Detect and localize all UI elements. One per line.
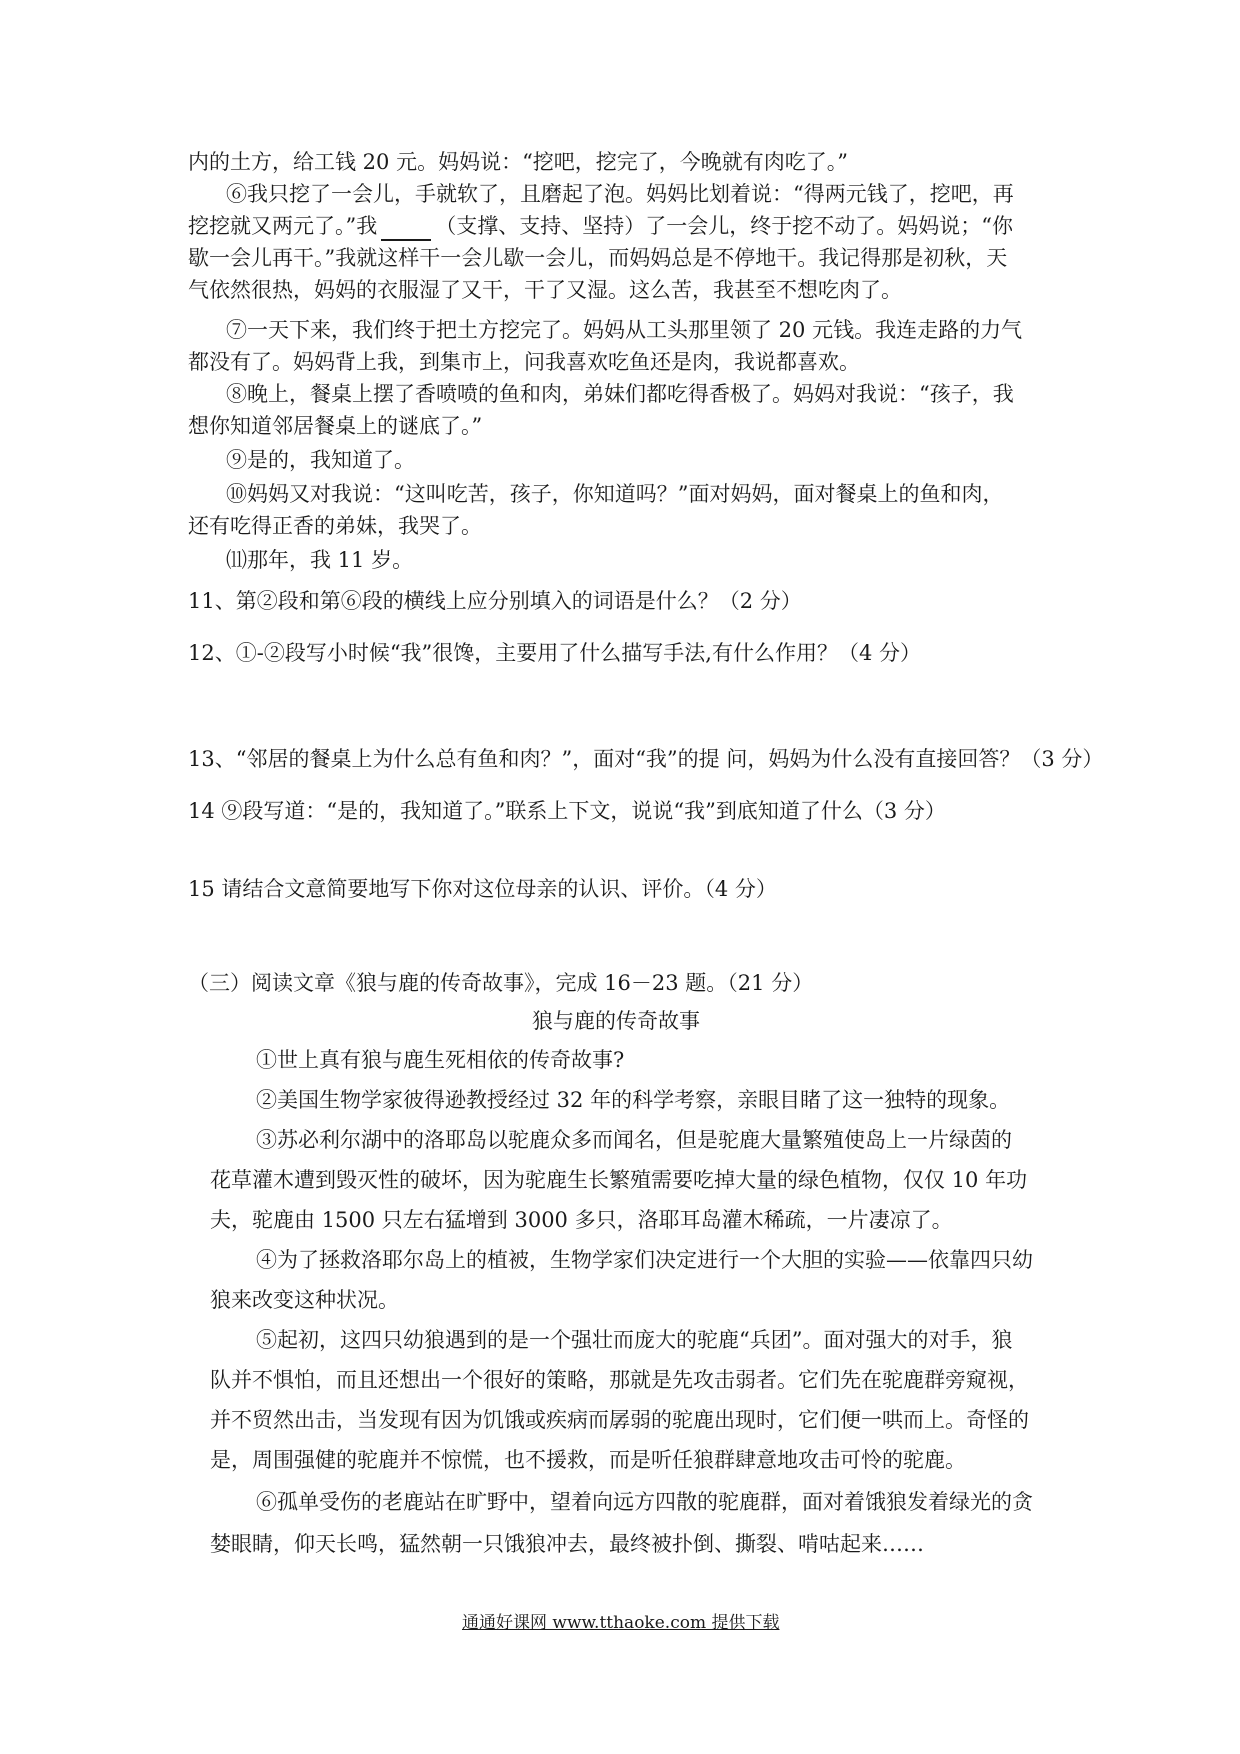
article-p5-line4: 是，周围强健的驼鹿并不惊慌，也不援救，而是听任狼群肆意地攻击可怜的驼鹿。 (210, 1448, 966, 1472)
article-p6-line2: 婪眼睛，仰天长鸣，猛然朝一只饿狼冲去，最终被扑倒、撕裂、啃咕起来…… (210, 1532, 924, 1556)
question-11: 11、第②段和第⑥段的横线上应分别填入的词语是什么？（2 分） (188, 589, 802, 613)
story-p6-line1: ⑥我只挖了一会儿，手就软了，且磨起了泡。妈妈比划着说：“得两元钱了，挖吧，再 (226, 182, 1014, 206)
story-p6-line4: 气依然很热，妈妈的衣服湿了又干，干了又湿。这么苦，我甚至不想吃肉了。 (188, 278, 902, 302)
question-14: 14 ⑨段写道：“是的，我知道了。”联系上下文，说说“我”到底知道了什么（3 分） (188, 799, 946, 823)
story-p9: ⑨是的，我知道了。 (226, 448, 415, 472)
article-p3-line1: ③苏必利尔湖中的洛耶岛以驼鹿众多而闻名，但是驼鹿大量繁殖使岛上一片绿茵的 (256, 1128, 1012, 1152)
story-p6-line3: 歇一会儿再干。”我就这样干一会儿歇一会儿，而妈妈总是不停地干。我记得那是初秋，天 (188, 246, 1008, 270)
article-p5-line2: 队并不惧怕，而且还想出一个很好的策略，那就是先攻击弱者。它们先在驼鹿群旁窥视， (210, 1368, 1029, 1392)
story-p10-line2: 还有吃得正香的弟妹，我哭了。 (188, 514, 482, 538)
story-p5-tail: 内的土方，给工钱 20 元。妈妈说：“挖吧，挖完了，今晚就有肉吃了。” (188, 150, 849, 174)
story-p7-line1: ⑦一天下来，我们终于把土方挖完了。妈妈从工头那里领了 20 元钱。我连走路的力气 (226, 318, 1023, 342)
fill-blank-line (381, 217, 431, 241)
question-15: 15 请结合文意简要地写下你对这位母亲的认识、评价。（4 分） (188, 877, 777, 901)
article-p4-line2: 狼来改变这种状况。 (210, 1288, 399, 1312)
story-p10-line1: ⑩妈妈又对我说：“这叫吃苦，孩子，你知道吗？”面对妈妈，面对餐桌上的鱼和肉， (226, 482, 1004, 506)
story-p8-line2: 想你知道邻居餐桌上的谜底了。” (188, 414, 483, 438)
story-p11: ⑾那年，我 11 岁。 (226, 548, 414, 572)
question-13: 13、“邻居的餐桌上为什么总有鱼和肉？”，面对“我”的提 问，妈妈为什么没有直接回答？（3 分） (188, 747, 1104, 771)
article-p4-line1: ④为了拯救洛耶尔岛上的植被，生物学家们决定进行一个大胆的实验——依靠四只幼 (256, 1248, 1033, 1272)
section3-intro: （三）阅读文章《狼与鹿的传奇故事》，完成 16－23 题。（21 分） (188, 971, 814, 995)
footer-download-credit[interactable]: 通通好课网 www.tthaoke.com 提供下载 (462, 1613, 780, 1633)
story-p6-line2 (188, 211, 1013, 241)
article-p1: ①世上真有狼与鹿生死相依的传奇故事? (256, 1048, 625, 1072)
article-title: 狼与鹿的传奇故事 (532, 1009, 700, 1033)
story-p6-line2-start: 挖挖就又两元了。”我 (188, 214, 378, 238)
article-p5-line1: ⑤起初，这四只幼狼遇到的是一个强壮而庞大的驼鹿“兵团”。面对强大的对手，狼 (256, 1328, 1013, 1352)
article-p5-line3: 并不贸然出击，当发现有因为饥饿或疾病而孱弱的驼鹿出现时，它们便一哄而上。奇怪的 (210, 1408, 1029, 1432)
article-p3-line2: 花草灌木遭到毁灭性的破坏，因为驼鹿生长繁殖需要吃掉大量的绿色植物，仅仅 10 年功 (210, 1168, 1028, 1192)
article-p6-line1: ⑥孤单受伤的老鹿站在旷野中，望着向远方四散的驼鹿群，面对着饿狼发着绿光的贪 (256, 1490, 1033, 1514)
article-p3-line3: 夫，驼鹿由 1500 只左右猛增到 3000 多只，洛耶耳岛灌木稀疏，一片凄凉了。 (210, 1208, 953, 1232)
story-p7-line2: 都没有了。妈妈背上我，到集市上，问我喜欢吃鱼还是肉，我说都喜欢。 (188, 350, 860, 374)
story-p6-line2-end: （支撑、支持、坚持）了一会儿，终于挖不动了。妈妈说；“你 (435, 214, 1013, 238)
story-p8-line1: ⑧晚上，餐桌上摆了香喷喷的鱼和肉，弟妹们都吃得香极了。妈妈对我说：“孩子，我 (226, 382, 1014, 406)
article-p2: ②美国生物学家彼得逊教授经过 32 年的科学考察，亲眼目睹了这一独特的现象。 (256, 1088, 1011, 1112)
question-12: 12、①-②段写小时候“我”很馋，主要用了什么描写手法,有什么作用？（4 分） (188, 641, 921, 665)
